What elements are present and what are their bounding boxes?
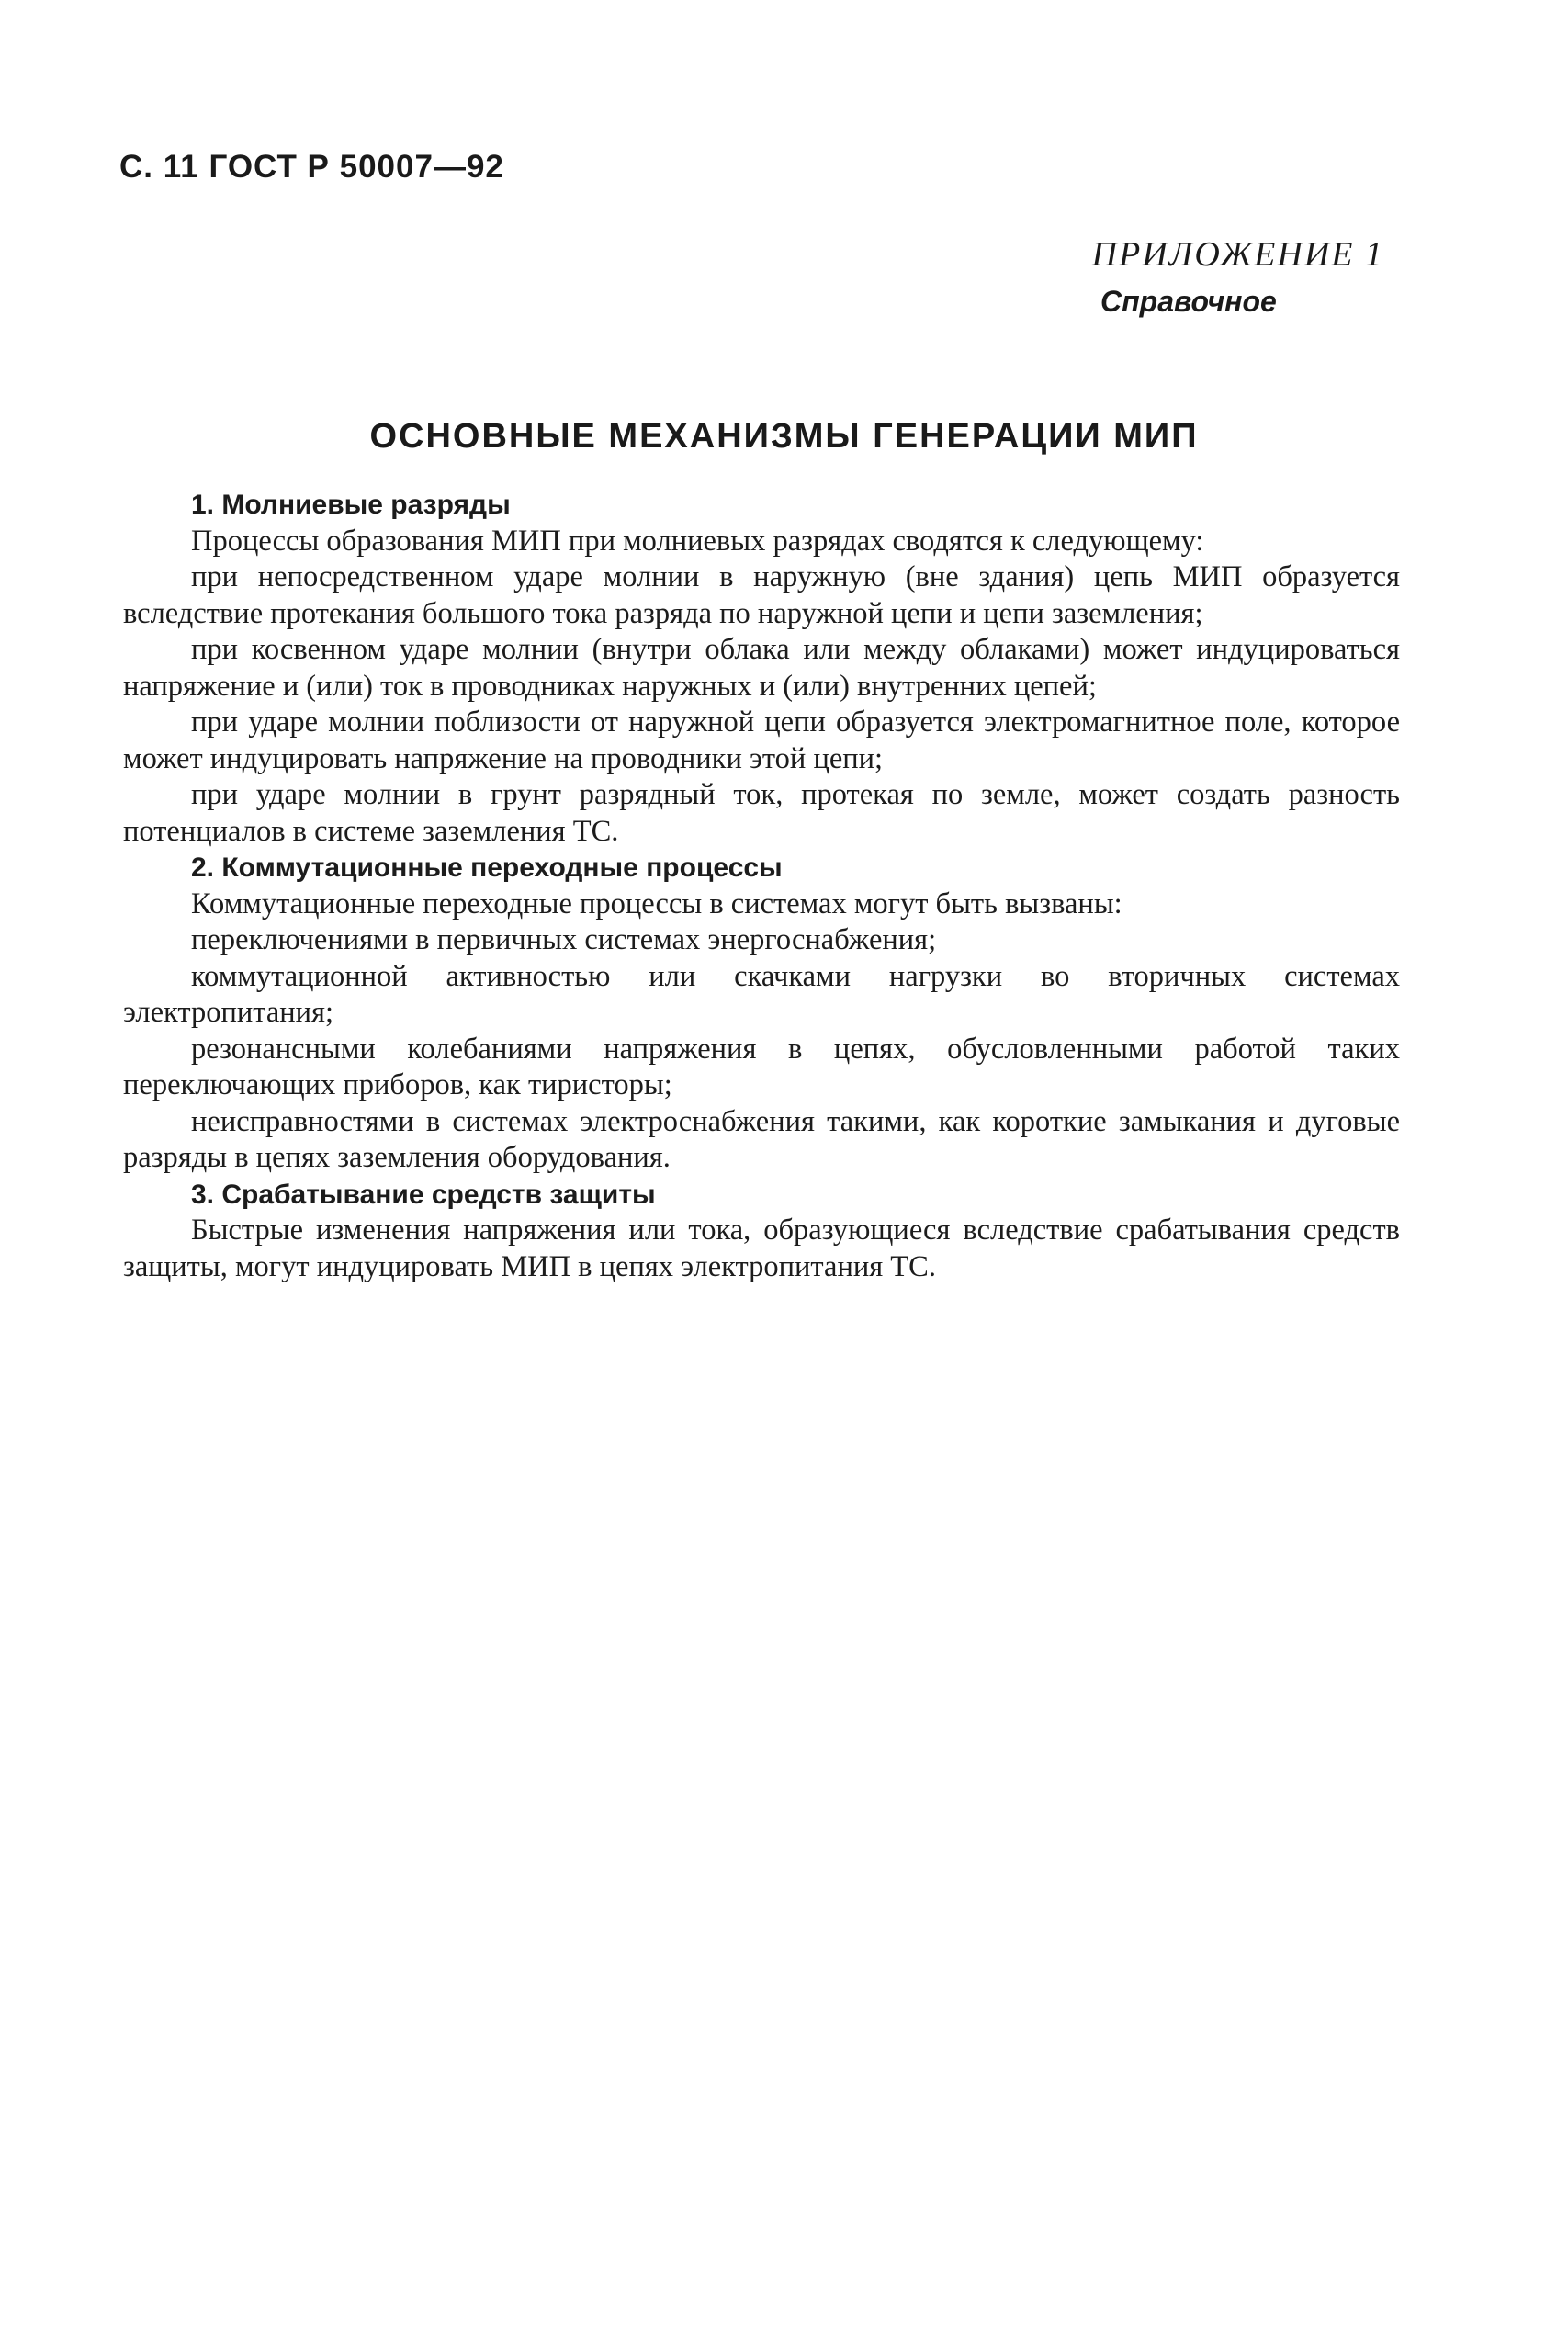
- page-header: С. 11 ГОСТ Р 50007—92: [119, 149, 504, 185]
- appendix-type: Справочное: [1100, 285, 1277, 318]
- paragraph: коммутационной активностью или скачками нагрузки во вторичных системах электропитания;: [123, 959, 1400, 1029]
- paragraph: при ударе молнии в грунт разрядный ток, протекая по земле, может создать разность потенциалов в системе заземления ТС.: [123, 778, 1400, 848]
- paragraph: при косвенном ударе молнии (внутри облака или между облаками) может индуцироваться напряжение и (или) ток в проводниках наружных и (или) внутренних цепей;: [123, 633, 1400, 703]
- paragraph: резонансными колебаниями напряжения в цепях, обусловленными работой таких переключающих приборов, как тиристоры;: [123, 1032, 1400, 1101]
- paragraph: Быстрые изменения напряжения или тока, образующиеся вследствие срабатывания средств защиты, могут индуцировать МИП в цепях электропитания ТС.: [123, 1214, 1400, 1283]
- section-heading: 3. Срабатывание средств защиты: [191, 1179, 656, 1210]
- paragraph: Процессы образования МИП при молниевых разрядах сводятся к следующему:: [191, 524, 1204, 558]
- paragraph: неисправностями в системах электроснабжения такими, как короткие замыкания и дуговые разряды в цепях заземления оборудования.: [123, 1104, 1400, 1174]
- paragraph: при непосредственном ударе молнии в наружную (вне здания) цепь МИП образуется вследствие протекания большого тока разряда по наружной цепи и цепи заземления;: [123, 560, 1400, 630]
- paragraph: переключениями в первичных системах энергоснабжения;: [191, 923, 937, 956]
- section-heading: 1. Молниевые разряды: [191, 490, 511, 520]
- document-title: ОСНОВНЫЕ МЕХАНИЗМЫ ГЕНЕРАЦИИ МИП: [369, 417, 1199, 456]
- paragraph: Коммутационные переходные процессы в системах могут быть вызваны:: [191, 886, 1122, 920]
- appendix-label: ПРИЛОЖЕНИЕ 1: [1091, 235, 1384, 274]
- section-heading: 2. Коммутационные переходные процессы: [191, 852, 783, 883]
- document-body: [123, 487, 1400, 1285]
- paragraph: при ударе молнии поблизости от наружной цепи образуется электромагнитное поле, которое может индуцировать напряжение на проводники этой цепи;: [123, 706, 1400, 775]
